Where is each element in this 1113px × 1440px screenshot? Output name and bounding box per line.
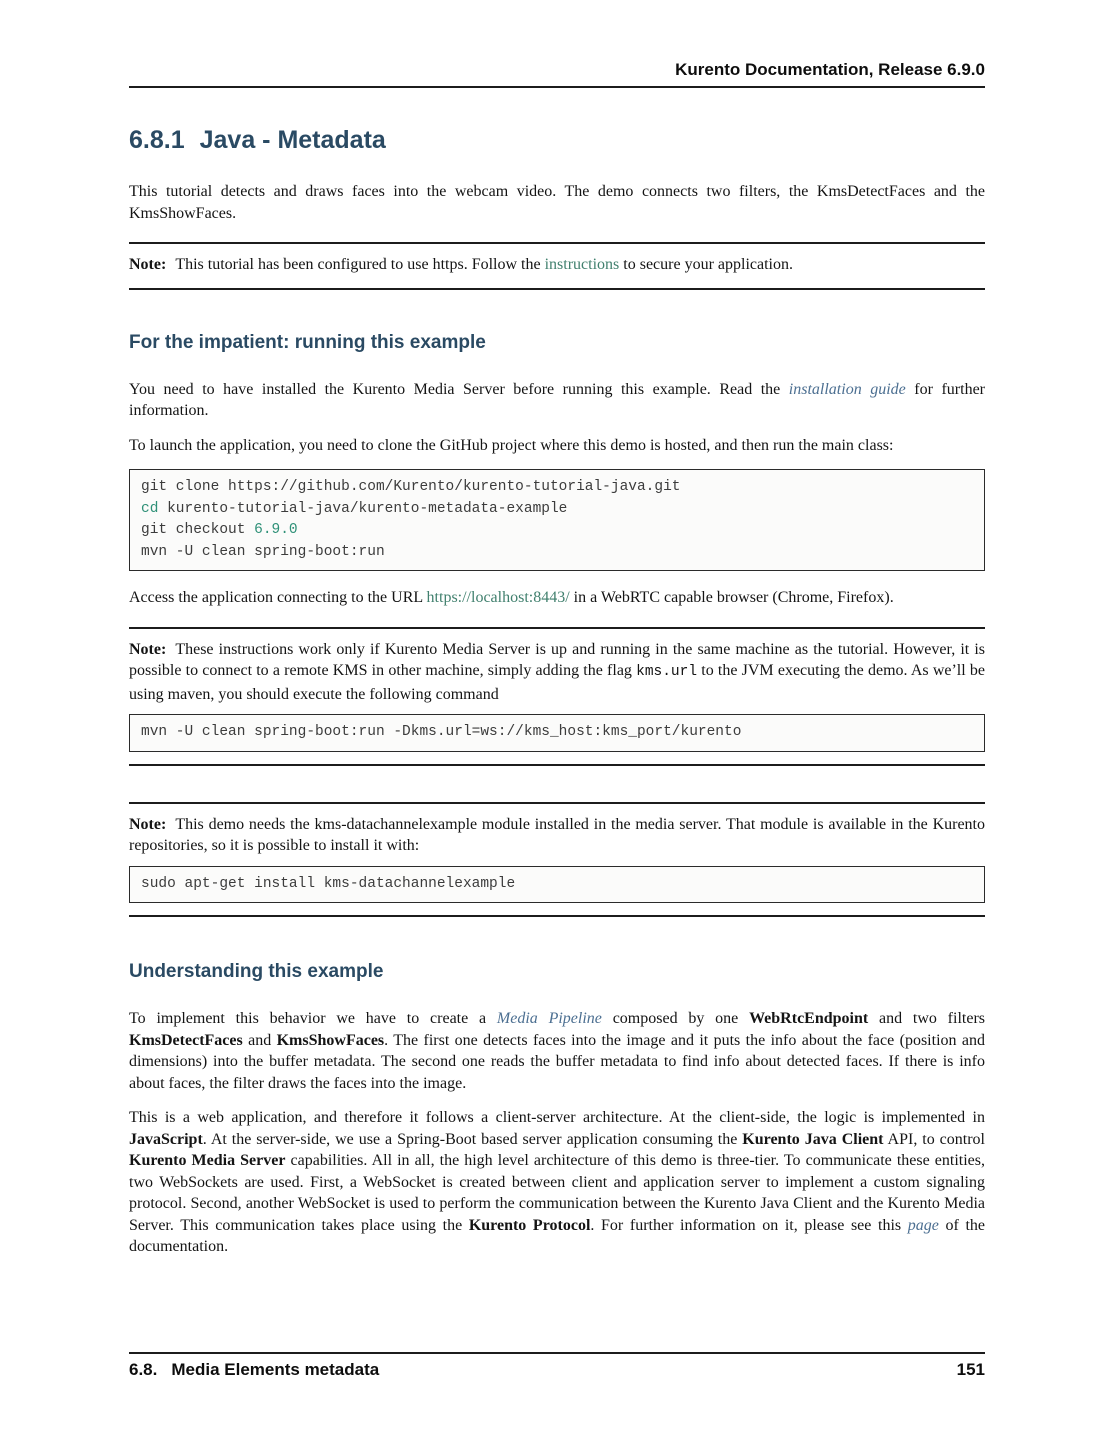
section-title [129, 126, 985, 155]
text-segment: Kurento Java Client [742, 1130, 884, 1148]
text-segment: To launch the application, you need to clone the GitHub project where this demo is hosted, and then run the main class: [129, 436, 894, 454]
text-segment: API, to control [883, 1130, 985, 1148]
running-header-title: Kurento Documentation, Release 6.9.0 [675, 60, 985, 79]
text-segment: and [242, 1031, 277, 1049]
code-segment: mvn -U clean spring-boot:run [141, 543, 385, 560]
text-segment: These instructions work only if Kurento Media Server is up and running in the same machine as the tutorial. However, it is possible to connect to a remote KMS in other machine, simply adding the flag [129, 640, 985, 679]
code-line [141, 542, 973, 564]
text-segment: This tutorial has been configured to use https. Follow the [175, 256, 545, 273]
text-segment: To implement this behavior we have to create a [129, 1010, 497, 1027]
section-title-text: Java - Metadata [199, 126, 386, 154]
text-segment: You need to have installed the Kurento Media Server before running this example. Read the [129, 380, 789, 398]
text-segment: to the JVM executing the demo. As we’ll be using maven, you should execute the following command [129, 662, 985, 703]
media-pipeline-link[interactable]: Media Pipeline [496, 1010, 602, 1027]
code-line [141, 874, 973, 896]
note-text [129, 639, 985, 706]
text-segment: for further information. [129, 380, 985, 419]
code-segment: cd [141, 500, 159, 517]
code-line [141, 722, 973, 744]
text-segment: JavaScript [129, 1130, 203, 1148]
text-segment: of the documentation. [129, 1216, 986, 1255]
text-segment: Access the application connecting to the URL [129, 589, 427, 606]
text-segment: . The first one detects faces into the image and it puts the info about the face (position and dimensions) into the buffer metadata. The second one reads the buffer metadata to find info about detected faces. If there is info about faces, the filter draws the faces into the image. [129, 1031, 985, 1092]
page-content [129, 126, 985, 1271]
text-segment: Kurento Media Server [129, 1152, 286, 1169]
footer-section-title: Media Elements metadata [171, 1360, 380, 1379]
subsection-title-understanding: Understanding this example [129, 961, 384, 982]
text-segment: Note: [129, 256, 167, 273]
code-segment: mvn -U clean spring-boot:run -Dkms.url=ws://kms_host:kms_port/kurento [141, 724, 742, 740]
code-segment: git checkout [141, 522, 255, 538]
code-segment: sudo apt-get install kms-datachannelexample [141, 875, 516, 892]
paragraph-installed [129, 379, 985, 422]
code-segment: kurento-tutorial-java/kurento-metadata-example [158, 500, 568, 517]
subsection-title-impatient: For the impatient: running this example [129, 331, 486, 353]
code-line [141, 520, 973, 542]
code-segment: git clone https://github.com/Kurento/kurento-tutorial-java.git [141, 479, 681, 495]
footer-section [129, 1360, 379, 1380]
page-number: 151 [956, 1360, 985, 1379]
code-block-apt-get [129, 866, 985, 904]
header-rule [129, 86, 985, 88]
code-line [141, 477, 973, 499]
code-segment: 6.9.0 [254, 522, 298, 538]
note-admonition-https [129, 242, 985, 290]
installation-guide-link[interactable]: installation guide [788, 380, 906, 398]
note-admonition-kms-url [129, 627, 985, 766]
text-segment: to secure your application. [619, 256, 793, 273]
text-segment: composed by one [601, 1010, 750, 1027]
text-segment: This tutorial detects and draws faces into the webcam video. The demo connects two filters, the KmsDetectFaces and the KmsShowFaces. [129, 183, 985, 222]
code-block-git-clone [129, 469, 985, 571]
paragraph-launch [129, 435, 985, 457]
paragraph-architecture [129, 1107, 985, 1258]
page-link[interactable]: page [907, 1216, 939, 1234]
text-segment: . For further information on it, please see this [590, 1216, 908, 1234]
instructions-link[interactable]: instructions [544, 256, 620, 273]
paragraph-access [129, 587, 985, 609]
text-segment: . At the server-side, we use a Spring-Boot based server application consuming the [202, 1130, 743, 1148]
note-admonition-datachannel [129, 802, 985, 918]
text-segment: capabilities. All in all, the high level architecture of this demo is three-tier. To communicate these entities, two WebSockets are used. First, a WebSocket is created between client and application server to implement a custom signaling protocol. Second, another WebSocket is used to perform the communication between the Kurento Java Client and the Kurento Media Server. This communication takes place using the [129, 1152, 985, 1234]
note-text [129, 254, 985, 276]
code-block-mvn-kms-url [129, 714, 985, 752]
text-segment: and two filters [868, 1010, 986, 1027]
localhost-link[interactable]: https://localhost:8443/ [426, 589, 570, 606]
text-segment: KmsDetectFaces [129, 1031, 243, 1049]
text-segment: KmsShowFaces [276, 1031, 385, 1049]
intro-paragraph [129, 181, 985, 224]
footer-section-number: 6.8. [129, 1360, 158, 1379]
footer-rule [129, 1352, 985, 1354]
paragraph-implement [129, 1008, 985, 1094]
text-segment: in a WebRTC capable browser (Chrome, Firefox). [569, 589, 894, 606]
text-segment: Kurento Protocol [468, 1216, 591, 1234]
text-segment: This demo needs the kms-datachannelexample module installed in the media server. That module is available in the Kurento repositories, so it is possible to install it with: [129, 815, 985, 854]
text-segment: Note: [129, 815, 167, 833]
text-segment: Note: [129, 640, 167, 658]
text-segment: WebRtcEndpoint [749, 1010, 869, 1027]
section-number: 6.8.1 [129, 126, 185, 154]
text-segment: kms.url [636, 664, 698, 680]
text-segment: This is a web application, and therefore it follows a client-server architecture. At the client-side, the logic is implemented in [129, 1109, 985, 1126]
note-text [129, 814, 985, 857]
code-line [141, 499, 973, 521]
